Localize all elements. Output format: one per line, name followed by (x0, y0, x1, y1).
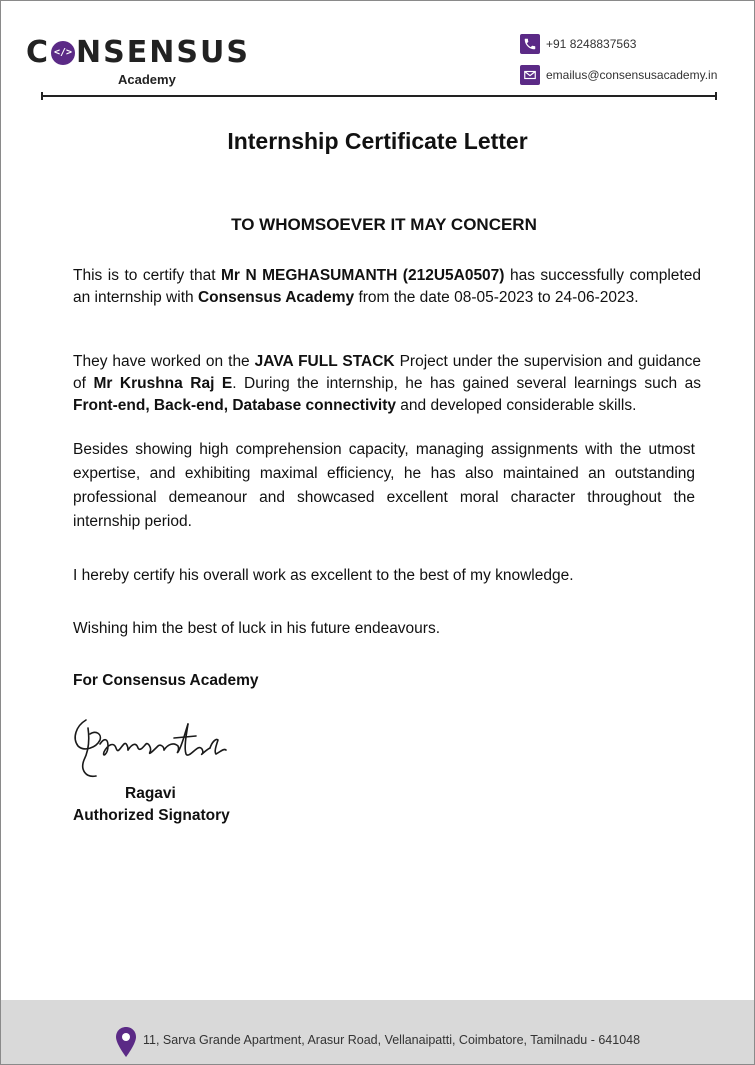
p2-text-1: They have worked on the (73, 353, 255, 370)
signatory-title: Authorized Signatory (73, 807, 230, 824)
document-subtitle: TO WHOMSOEVER IT MAY CONCERN (231, 215, 537, 234)
intern-name: Mr N MEGHASUMANTH (212U5A0507) (221, 267, 505, 284)
project-name: JAVA FULL STACK (254, 353, 395, 370)
logo-letter-c: C (26, 35, 51, 70)
consensus-logo (26, 36, 276, 92)
paragraph-project (73, 351, 701, 417)
organization-name: Consensus Academy (197, 289, 355, 306)
code-icon: </> (51, 41, 75, 65)
logo-wordmark (26, 36, 250, 70)
phone-number: +91 8248837563 (546, 37, 637, 51)
p2-text-2: Project under the supervision and guidance of (73, 353, 702, 392)
contact-email (520, 65, 717, 85)
skills-list: Front-end, Back-end, Database connectivity (73, 397, 396, 414)
closing-line: For Consensus Academy (73, 672, 259, 689)
footer-address: 11, Sarva Grande Apartment, Arasur Road, Vellanaipatti, Coimbatore, Tamilnadu - 641048 (143, 1033, 641, 1047)
paragraph-certification (73, 265, 701, 309)
phone-icon (520, 34, 540, 54)
mail-icon (520, 65, 540, 85)
contact-phone (520, 34, 636, 54)
p2-text-3: . During the internship, he has gained several learnings such as (232, 375, 701, 392)
signatory-name: Ragavi (125, 785, 176, 802)
email-address: emailus@consensusacademy.in (546, 68, 718, 82)
signature-image (66, 708, 236, 788)
document-title: Internship Certificate Letter (227, 128, 528, 154)
mentor-name: Mr Krushna Raj E (93, 375, 233, 392)
logo-letters-rest: NSENSUS (76, 35, 250, 70)
p1-text-3: from the date 08-05-2023 to 24-06-2023. (354, 289, 639, 306)
p1-text-1: This is to certify that (73, 267, 222, 284)
logo-subtitle: Academy (118, 72, 176, 87)
header-divider (41, 95, 717, 97)
footer-bar (1, 1000, 754, 1064)
p1-text-2: has successfully completed an internship with (73, 267, 701, 306)
paragraph-conduct: Besides showing high comprehension capacity, managing assignments with the utmost expertise, and exhibiting maximal efficiency, he has also maintained an outstanding professional demeanour and showcased excellent moral character throughout the internship period. (73, 441, 695, 530)
p2-text-4: and developed considerable skills. (396, 397, 637, 414)
paragraph-certify: I hereby certify his overall work as excellent to the best of my knowledge. (73, 567, 574, 584)
paragraph-wishes: Wishing him the best of luck in his future endeavours. (73, 620, 441, 637)
location-pin-icon (115, 1026, 137, 1058)
